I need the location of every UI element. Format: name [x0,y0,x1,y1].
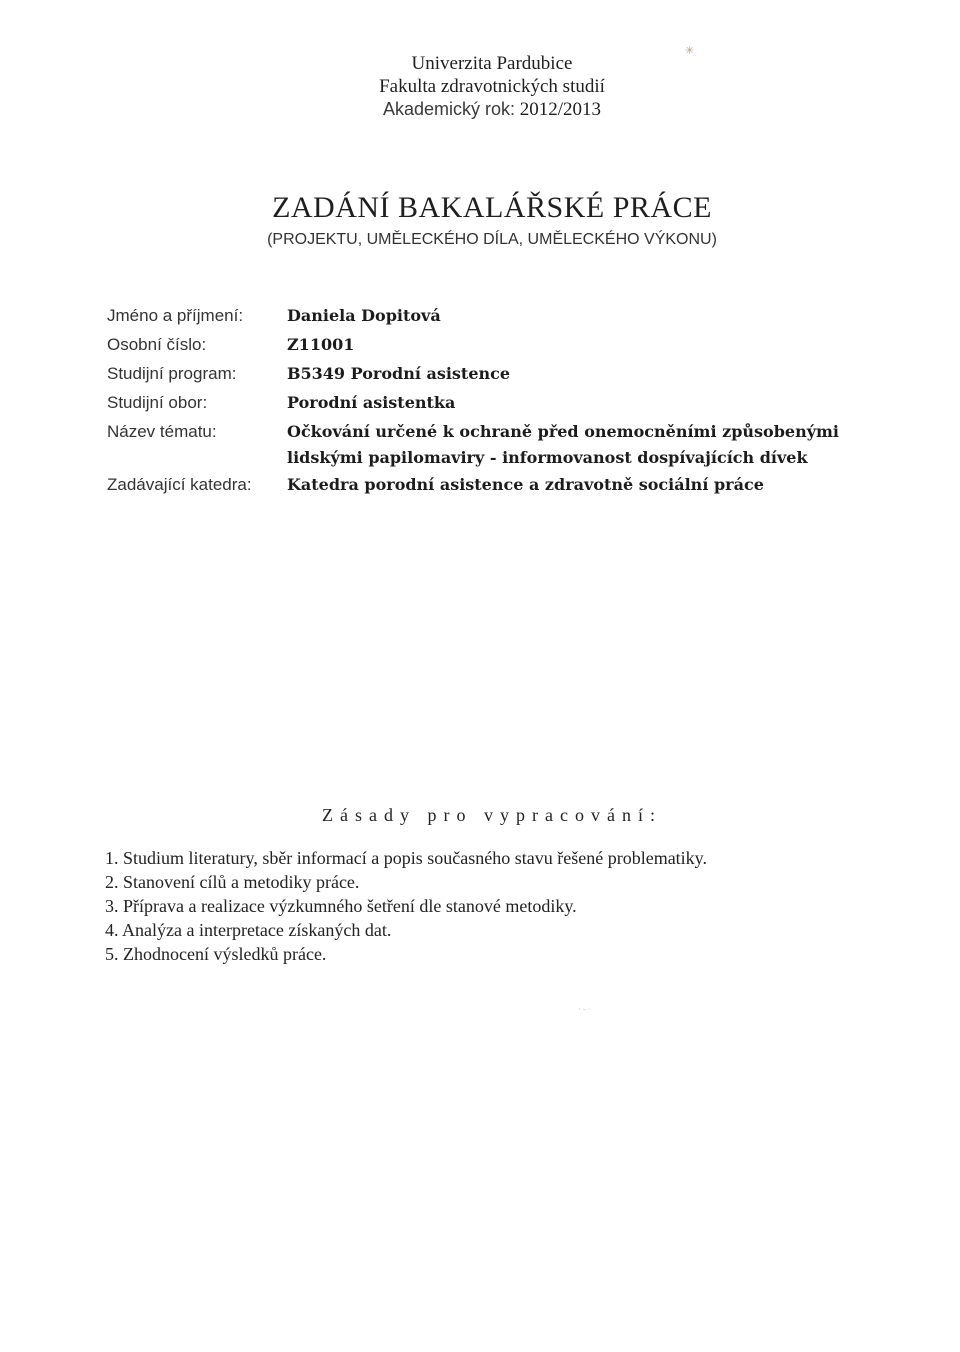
student-info [107,303,907,501]
info-label: Jméno a příjmení: [107,306,244,325]
info-label: Osobní číslo: [107,335,207,354]
page-subtitle: (PROJEKTU, UMĚLECKÉHO DÍLA, UMĚLECKÉHO VÝKONU) [267,231,717,248]
document-header [0,52,960,121]
info-value: Z11001 [287,335,355,354]
info-row-name [107,303,907,329]
academic-year [0,98,960,121]
info-row-topic [107,419,907,471]
page-title: ZADÁNÍ BAKALÁŘSKÉ PRÁCE [272,191,712,224]
info-row-program [107,361,907,387]
info-label: Studijní program: [107,364,237,383]
list-item: 3. Příprava a realizace výzkumného šetření dle stanové metodiky. [105,896,577,916]
list-item: 1. Studium literatury, sběr informací a popis současného stavu řešené problematiky. [105,848,708,868]
info-value: Očkování určené k ochraně před onemocněními způsobenými lidskými papilomaviry - informovanost dospívajících dívek [287,422,840,467]
academic-year-label: Akademický rok: [382,99,515,119]
faculty-name: Fakulta zdravotnických studií [379,76,605,97]
list-item: 2. Stanovení cílů a metodiky práce. [105,872,360,892]
academic-year-value: 2012/2013 [519,99,602,120]
guidelines-list [105,846,925,966]
info-row-field [107,390,907,416]
info-row-department [107,472,907,498]
guidelines-heading: Zásady pro vypracování: [322,805,662,825]
info-label: Studijní obor: [107,393,208,412]
info-value: Porodní asistentka [287,393,456,412]
scan-speck: ✳ [685,44,695,57]
title-block [0,190,960,252]
info-value: B5349 Porodní asistence [287,364,511,383]
info-row-id [107,332,907,358]
info-value: Katedra porodní asistence a zdravotně sociální práce [287,475,764,494]
scan-smudge: ·‑· [578,1005,593,1015]
info-label: Název tématu: [107,422,217,441]
list-item: 4. Analýza a interpretace získaných dat. [105,920,392,940]
list-item: 5. Zhodnocení výsledků práce. [105,944,327,964]
university-name: Univerzita Pardubice [411,53,573,74]
info-label: Zadávající katedra: [107,475,252,494]
info-value: Daniela Dopitová [287,306,441,325]
